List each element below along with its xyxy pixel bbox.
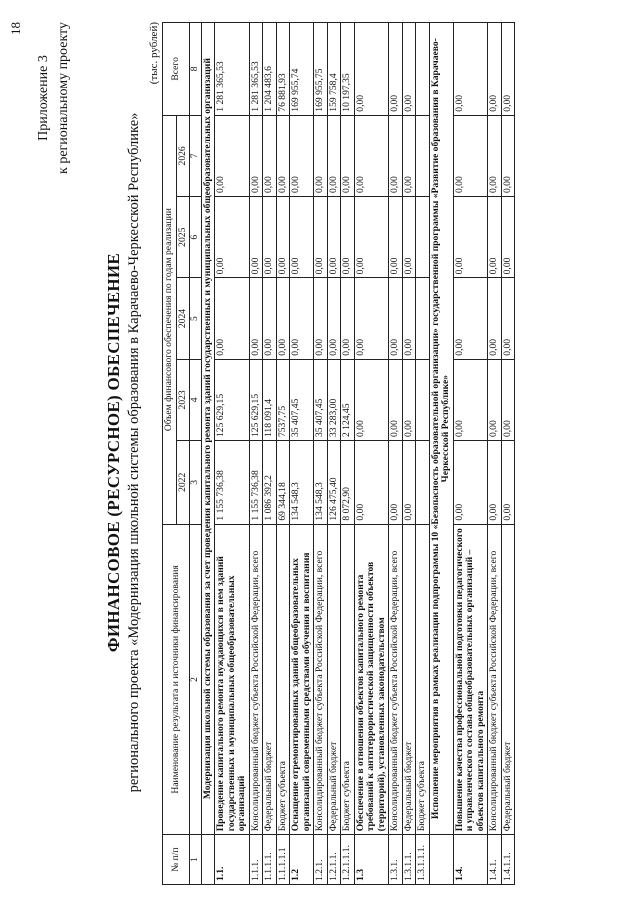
- row-number: 1.3: [354, 835, 389, 885]
- row-value: 1 155 736,38: [249, 441, 263, 525]
- row-value: 0,00: [453, 441, 488, 525]
- row-value: 0,00: [341, 278, 355, 359]
- row-number: 1.3.1.1.: [402, 835, 416, 885]
- row-value: 0,00: [402, 197, 416, 278]
- row-value: 0,00: [263, 278, 277, 359]
- row-value: 1 281 365,53: [215, 23, 250, 116]
- header-year: 2026: [176, 115, 190, 196]
- financing-table: [162, 22, 515, 885]
- section-title: Исполнение мероприятия в рамках реализации подпрограммы 10 «Безопасность образовательной организации» государственной программы «Развитие образования в Карачаево-Черкесской Республике»: [429, 23, 453, 835]
- header-year: 2023: [176, 359, 190, 440]
- header-year: 2022: [176, 441, 190, 525]
- table-row: [402, 23, 416, 885]
- row-name: Консолидированный бюджет субъекта Российской Федерации, всего: [389, 524, 403, 835]
- row-value: 0,00: [341, 115, 355, 196]
- table-row: [354, 23, 389, 885]
- table-row: [488, 23, 502, 885]
- table-row: [501, 23, 515, 885]
- row-value: 0,00: [501, 441, 515, 525]
- header-volume: Объем финансового обеспечения по годам реализации: [163, 115, 177, 524]
- header-name: Наименование результата и источники финансирования: [163, 524, 190, 835]
- column-index: 4: [190, 359, 202, 440]
- table-row: [389, 23, 403, 885]
- row-number: 1.2.1.: [314, 835, 328, 885]
- row-number: 1.3.1.1.1.: [416, 835, 430, 885]
- appendix-line-1: Приложение 3: [36, 55, 51, 141]
- row-value: 134 548,3: [314, 441, 328, 525]
- row-number: 1.4.: [453, 835, 488, 885]
- row-value: 0,00: [263, 115, 277, 196]
- row-value: 0,00: [501, 278, 515, 359]
- column-index: 5: [190, 278, 202, 359]
- row-name: Проведение капитального ремонта нуждающихся в нем зданий государственных и муниципальных общеобразовательных организаций: [215, 524, 250, 835]
- row-value: 134 548,3: [290, 441, 314, 525]
- header-year: 2025: [176, 197, 190, 278]
- row-value: 35 407,45: [314, 359, 328, 440]
- table-row: [263, 23, 277, 885]
- row-number: 1.1.1.1.: [263, 835, 277, 885]
- row-value: 76 881,93: [276, 23, 290, 116]
- row-value: 0,00: [501, 359, 515, 440]
- row-name: Федеральный бюджет: [327, 524, 341, 835]
- appendix-line-2: к региональному проекту: [56, 22, 71, 174]
- row-value: [416, 23, 430, 116]
- section-row: [429, 23, 453, 885]
- row-value: 0,00: [249, 278, 263, 359]
- row-name: Федеральный бюджет: [501, 524, 515, 835]
- row-value: 1 086 392,2: [263, 441, 277, 525]
- row-value: 0,00: [354, 359, 389, 440]
- row-value: 0,00: [389, 197, 403, 278]
- document-title: ФИНАНСОВОЕ (РЕСУРСНОЕ) ОБЕСПЕЧЕНИЕ: [104, 252, 123, 653]
- row-value: 0,00: [354, 441, 389, 525]
- section-num-cell: [429, 835, 453, 885]
- row-value: 0,00: [263, 197, 277, 278]
- table-index-row: [190, 23, 202, 885]
- row-value: 33 283,00: [327, 359, 341, 440]
- row-name: Консолидированный бюджет субъекта Российской Федерации, всего: [249, 524, 263, 835]
- row-value: [416, 197, 430, 278]
- appendix-heading: [34, 22, 74, 174]
- row-value: 0,00: [389, 359, 403, 440]
- row-name: Федеральный бюджет: [402, 524, 416, 835]
- row-value: 0,00: [290, 115, 314, 196]
- row-value: 169 955,75: [314, 23, 328, 116]
- row-value: 0,00: [402, 23, 416, 116]
- section-title: Модернизация школьной системы образования за счет проведения капитального ремонта зданий государственных и муниципальных общеобразовательных организаций: [201, 23, 215, 835]
- row-name: Обеспечение в отношении объектов капитального ремонта требований к антитеррористической защищенности объектов (территорий), установленных законодательством: [354, 524, 389, 835]
- row-value: 125 629,15: [215, 359, 250, 440]
- row-number: 1.2.1.1.: [327, 835, 341, 885]
- document-subtitle: регионального проекта «Модернизация школьной системы образования в Карачаево-Черкесской Республике»: [126, 112, 142, 793]
- row-value: [416, 278, 430, 359]
- table-row: [249, 23, 263, 885]
- row-value: 0,00: [354, 115, 389, 196]
- row-value: 1 281 365,53: [249, 23, 263, 116]
- row-name: Бюджет субъекта: [341, 524, 355, 835]
- row-value: 0,00: [402, 278, 416, 359]
- row-name: Бюджет субъекта: [416, 524, 430, 835]
- row-name: Бюджет субъекта: [276, 524, 290, 835]
- row-value: 1 204 483,6: [263, 23, 277, 116]
- units-label: (тыс. рублей): [148, 22, 160, 85]
- row-name: Консолидированный бюджет субъекта Российской Федерации, всего: [488, 524, 502, 835]
- row-value: [416, 359, 430, 440]
- row-value: 0,00: [215, 278, 250, 359]
- row-value: 0,00: [249, 197, 263, 278]
- row-number: 1.1.1.1.1: [276, 835, 290, 885]
- row-name: Федеральный бюджет: [263, 524, 277, 835]
- row-value: 0,00: [290, 278, 314, 359]
- row-value: 0,00: [314, 115, 328, 196]
- row-value: 0,00: [389, 278, 403, 359]
- section-num-cell: [201, 835, 215, 885]
- row-value: 125 629,15: [249, 359, 263, 440]
- page-number: 18: [8, 22, 23, 35]
- header-total: Всего: [163, 23, 190, 116]
- table-header-row: [163, 23, 177, 885]
- row-name: Консолидированный бюджет субъекта Российской Федерации, всего: [314, 524, 328, 835]
- table-row: [314, 23, 328, 885]
- row-value: 0,00: [354, 197, 389, 278]
- row-value: 0,00: [327, 278, 341, 359]
- row-value: 0,00: [453, 359, 488, 440]
- row-value: 69 344,18: [276, 441, 290, 525]
- column-index: 3: [190, 441, 202, 525]
- row-value: 2 124,45: [341, 359, 355, 440]
- row-number: 1.1.1.: [249, 835, 263, 885]
- row-value: 0,00: [215, 197, 250, 278]
- row-name: Повышение качества профессиональной подготовки педагогического и управленческого состава общеобразовательных организаций – объектов капитального ремонта: [453, 524, 488, 835]
- header-year: 2024: [176, 278, 190, 359]
- table-row: [215, 23, 250, 885]
- row-value: 0,00: [453, 278, 488, 359]
- row-number: 1.4.1.: [488, 835, 502, 885]
- row-value: 0,00: [327, 197, 341, 278]
- row-value: 1 155 736,38: [215, 441, 250, 525]
- table-row: [416, 23, 430, 885]
- row-value: 0,00: [341, 197, 355, 278]
- row-value: 159 758,4: [327, 23, 341, 116]
- row-value: 0,00: [488, 197, 502, 278]
- row-value: 0,00: [290, 197, 314, 278]
- header-num: № п/п: [163, 835, 190, 885]
- row-number: 1.1.: [215, 835, 250, 885]
- column-index: 2: [190, 524, 202, 835]
- row-value: 0,00: [354, 23, 389, 116]
- table-row: [290, 23, 314, 885]
- row-value: 0,00: [488, 359, 502, 440]
- column-index: 7: [190, 115, 202, 196]
- row-value: 0,00: [276, 115, 290, 196]
- row-value: 0,00: [314, 197, 328, 278]
- row-value: 7537,75: [276, 359, 290, 440]
- row-number: 1.4.1.1.: [501, 835, 515, 885]
- section-row: [201, 23, 215, 885]
- row-value: 0,00: [389, 115, 403, 196]
- row-number: 1.2: [290, 835, 314, 885]
- row-value: 0,00: [501, 197, 515, 278]
- row-value: 0,00: [327, 115, 341, 196]
- column-index: 8: [190, 23, 202, 116]
- row-value: 0,00: [402, 359, 416, 440]
- row-value: 8 072,90: [341, 441, 355, 525]
- row-value: 0,00: [402, 115, 416, 196]
- row-value: 0,00: [402, 441, 416, 525]
- row-number: 1.2.1.1.1.: [341, 835, 355, 885]
- table-row: [453, 23, 488, 885]
- row-value: 0,00: [488, 115, 502, 196]
- row-value: 10 197,35: [341, 23, 355, 116]
- table-row: [327, 23, 341, 885]
- column-index: 1: [190, 835, 202, 885]
- row-name: Оснащение отремонтированных зданий общеобразовательных организаций современными средствами обучения и воспитания: [290, 524, 314, 835]
- column-index: 6: [190, 197, 202, 278]
- row-value: 0,00: [501, 23, 515, 116]
- row-value: 0,00: [314, 278, 328, 359]
- row-value: 0,00: [215, 115, 250, 196]
- row-value: 0,00: [389, 441, 403, 525]
- row-value: 0,00: [501, 115, 515, 196]
- row-value: 0,00: [453, 23, 488, 116]
- row-value: 0,00: [276, 278, 290, 359]
- row-value: 126 475,40: [327, 441, 341, 525]
- row-value: [416, 115, 430, 196]
- row-value: 0,00: [453, 197, 488, 278]
- row-value: 169 955,74: [290, 23, 314, 116]
- table-row: [276, 23, 290, 885]
- row-value: 0,00: [354, 278, 389, 359]
- row-value: 0,00: [488, 23, 502, 116]
- row-value: [416, 441, 430, 525]
- row-value: 0,00: [276, 197, 290, 278]
- row-value: 118 091,4: [263, 359, 277, 440]
- row-number: 1.3.1.: [389, 835, 403, 885]
- row-value: 0,00: [389, 23, 403, 116]
- row-value: 0,00: [488, 278, 502, 359]
- table-row: [341, 23, 355, 885]
- row-value: 0,00: [488, 441, 502, 525]
- row-value: 35 407,45: [290, 359, 314, 440]
- row-value: 0,00: [453, 115, 488, 196]
- row-value: 0,00: [249, 115, 263, 196]
